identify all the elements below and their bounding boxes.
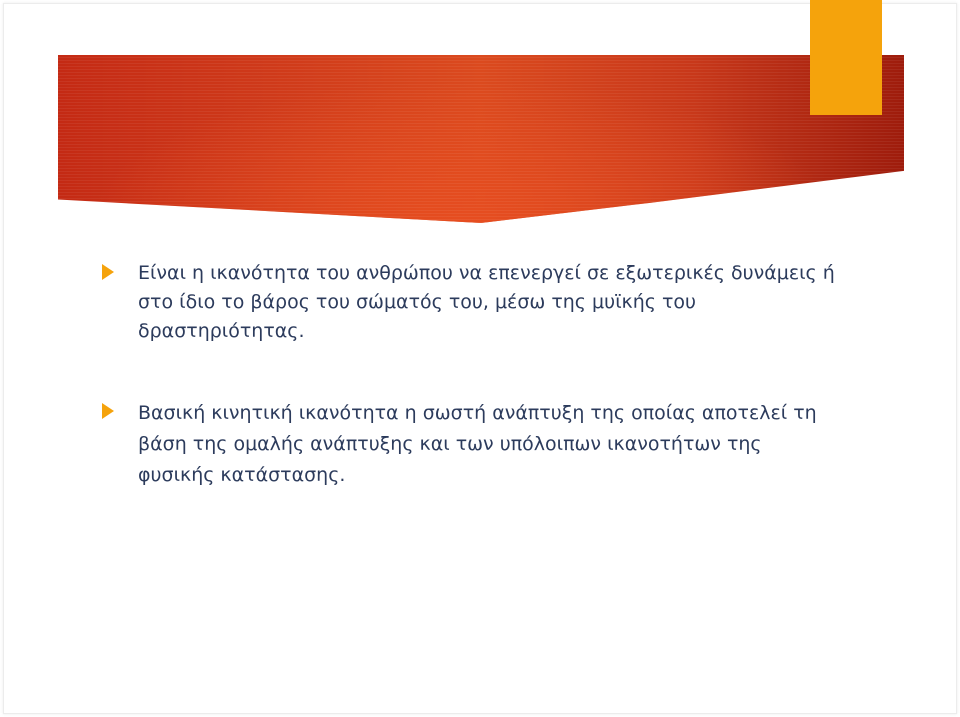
header-banner-texture — [58, 55, 904, 223]
bullet-arrow-icon — [102, 264, 114, 280]
bullet-arrow-icon — [102, 403, 114, 419]
bullet-text: Βασική κινητική ικανότητα η σωστή ανάπτυξη της οποίας αποτελεί τη βάση της ομαλής ανάπτυξης και των υπόλοιπων ικανοτήτων της φυσικής κατάστασης. — [138, 402, 817, 486]
bullet-item — [102, 398, 842, 491]
bullet-text: Είναι η ικανότητα του ανθρώπου να επενεργεί σε εξωτερικές δυνάμεις ή στο ίδιο το βάρος του σώματός του, μέσω της μυϊκής του δραστηριότητας. — [138, 262, 835, 342]
accent-block — [810, 0, 882, 115]
bullet-item — [102, 259, 842, 346]
